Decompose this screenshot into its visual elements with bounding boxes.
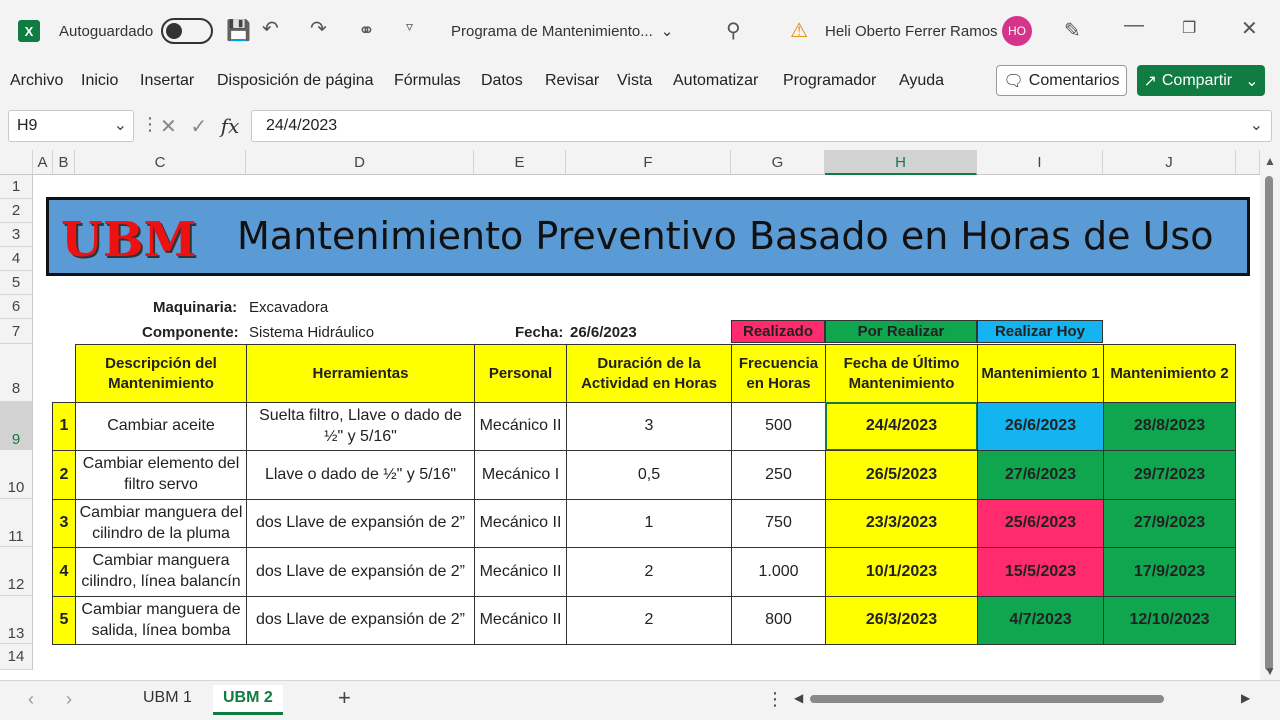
title-bar bbox=[0, 0, 1280, 62]
row-header[interactable]: 7 bbox=[0, 319, 33, 344]
restore-icon[interactable]: ❐ bbox=[1182, 20, 1197, 37]
task-frequency[interactable]: 750 bbox=[731, 499, 826, 548]
header-maintenance-2[interactable]: Mantenimiento 2 bbox=[1103, 344, 1236, 403]
scroll-up-icon[interactable]: ▲ bbox=[1264, 154, 1276, 168]
save-icon[interactable]: 💾 bbox=[226, 20, 251, 42]
task-description[interactable]: Cambiar manguera de salida, línea bomba bbox=[75, 596, 247, 645]
sheet-title: Mantenimiento Preventivo Basado en Horas de Uso bbox=[237, 214, 1214, 258]
header-duration[interactable]: Duración de la Actividad en Horas bbox=[566, 344, 732, 403]
scroll-right-icon[interactable]: ▶ bbox=[1241, 691, 1251, 705]
row-header[interactable]: 2 bbox=[0, 199, 33, 223]
menu-programador[interactable]: Programador bbox=[783, 72, 877, 89]
task-staff[interactable]: Mecánico II bbox=[474, 596, 567, 645]
task-duration[interactable]: 0,5 bbox=[566, 450, 732, 500]
row-header[interactable]: 4 bbox=[0, 247, 33, 271]
task-tools[interactable]: dos Llave de expansión de 2” bbox=[246, 499, 475, 548]
row-header[interactable]: 14 bbox=[0, 644, 33, 670]
col-header-a[interactable]: A bbox=[33, 150, 53, 175]
task-maintenance-1[interactable]: 4/7/2023 bbox=[977, 596, 1104, 645]
scroll-left-icon[interactable]: ◀ bbox=[794, 691, 804, 705]
machinery-label: Maquinaria: bbox=[153, 299, 238, 316]
col-header-e[interactable]: E bbox=[474, 150, 566, 175]
task-duration[interactable]: 3 bbox=[566, 402, 732, 451]
task-staff[interactable]: Mecánico II bbox=[474, 402, 567, 451]
task-maintenance-1[interactable]: 25/6/2023 bbox=[977, 499, 1104, 548]
task-frequency[interactable]: 1.000 bbox=[731, 547, 826, 597]
ribbon-tabs bbox=[0, 62, 1280, 102]
component-value[interactable]: Sistema Hidráulico bbox=[249, 324, 375, 341]
formula-input[interactable]: 24/4/2023 ⌄ bbox=[251, 110, 1272, 142]
row-header[interactable]: 11 bbox=[0, 499, 33, 547]
header-tools[interactable]: Herramientas bbox=[246, 344, 475, 403]
col-header-c[interactable]: C bbox=[75, 150, 246, 175]
task-maintenance-1[interactable]: 27/6/2023 bbox=[977, 450, 1104, 500]
user-name[interactable]: Heli Oberto Ferrer Ramos bbox=[825, 22, 998, 40]
menu-datos[interactable]: Datos bbox=[481, 72, 523, 89]
row-header[interactable]: 13 bbox=[0, 596, 33, 644]
row-header[interactable]: 5 bbox=[0, 271, 33, 295]
touch-mode-icon[interactable]: ⚭ bbox=[358, 20, 375, 42]
task-number[interactable]: 3 bbox=[52, 499, 76, 548]
task-tools[interactable]: dos Llave de expansión de 2” bbox=[246, 596, 475, 645]
select-all-corner[interactable] bbox=[0, 150, 33, 175]
row-header[interactable]: 3 bbox=[0, 223, 33, 247]
fx-icon[interactable]: fx bbox=[220, 114, 240, 138]
tab-ubm-1[interactable]: UBM 1 bbox=[143, 689, 192, 706]
header-maintenance-1[interactable]: Mantenimiento 1 bbox=[977, 344, 1104, 403]
col-header-i[interactable]: I bbox=[977, 150, 1103, 175]
more-options-icon[interactable]: ⋮ bbox=[141, 114, 159, 134]
task-staff[interactable]: Mecánico II bbox=[474, 499, 567, 548]
task-maintenance-2[interactable]: 28/8/2023 bbox=[1103, 402, 1236, 451]
task-maintenance-1[interactable]: 15/5/2023 bbox=[977, 547, 1104, 597]
comment-icon: 🗨 bbox=[1003, 72, 1024, 90]
task-number[interactable]: 2 bbox=[52, 450, 76, 500]
task-last-date[interactable]: 26/3/2023 bbox=[825, 596, 978, 645]
prev-sheet-icon[interactable]: ‹ bbox=[28, 689, 34, 709]
legend-por-realizar[interactable]: Por Realizar bbox=[825, 320, 977, 343]
task-staff[interactable]: Mecánico I bbox=[474, 450, 567, 500]
task-duration[interactable]: 1 bbox=[566, 499, 732, 548]
sheet-banner bbox=[46, 197, 1250, 276]
document-title[interactable]: Programa de Mantenimiento... ⌄ bbox=[451, 22, 674, 40]
task-description[interactable]: Cambiar elemento del filtro servo bbox=[75, 450, 247, 500]
menu-archivo[interactable]: Archivo bbox=[10, 72, 64, 89]
date-value[interactable]: 26/6/2023 bbox=[570, 324, 637, 341]
task-tools[interactable]: Suelta filtro, Llave o dado de ½" y 5/16" bbox=[246, 402, 475, 451]
header-frequency[interactable]: Frecuencia en Horas bbox=[731, 344, 826, 403]
task-maintenance-2[interactable]: 17/9/2023 bbox=[1103, 547, 1236, 597]
add-sheet-icon[interactable]: + bbox=[338, 685, 351, 710]
row-header[interactable]: 12 bbox=[0, 547, 33, 596]
task-duration[interactable]: 2 bbox=[566, 596, 732, 645]
legend-realizar-hoy[interactable]: Realizar Hoy bbox=[977, 320, 1103, 343]
task-tools[interactable]: dos Llave de expansión de 2” bbox=[246, 547, 475, 597]
row-header[interactable]: 1 bbox=[0, 175, 33, 199]
tab-ubm-2[interactable]: UBM 2 bbox=[213, 685, 283, 715]
search-icon[interactable]: ⚲ bbox=[726, 20, 741, 42]
share-button[interactable]: ↗ Compartir ⌄ bbox=[1137, 65, 1265, 96]
machinery-value[interactable]: Excavadora bbox=[249, 299, 329, 316]
task-last-date[interactable]: 26/5/2023 bbox=[825, 450, 978, 500]
task-last-date[interactable]: 23/3/2023 bbox=[825, 499, 978, 548]
menu-revisar[interactable]: Revisar bbox=[545, 72, 600, 89]
header-last-date[interactable]: Fecha de Último Mantenimiento bbox=[825, 344, 978, 403]
task-number[interactable]: 4 bbox=[52, 547, 76, 597]
header-description[interactable]: Descripción del Mantenimiento bbox=[75, 344, 247, 403]
menu-disposicion[interactable]: Disposición de página bbox=[217, 72, 374, 89]
undo-icon[interactable]: ↶ bbox=[262, 18, 279, 40]
minimize-icon[interactable]: — bbox=[1124, 14, 1144, 36]
task-frequency[interactable]: 500 bbox=[731, 402, 826, 451]
expand-formula-icon[interactable]: ⌄ bbox=[1249, 117, 1263, 134]
more-sheets-icon[interactable]: ⋮ bbox=[766, 689, 784, 709]
next-sheet-icon[interactable]: › bbox=[66, 689, 72, 709]
vertical-scrollbar[interactable] bbox=[1260, 150, 1280, 680]
formula-bar bbox=[0, 106, 1280, 146]
row-header[interactable]: 10 bbox=[0, 450, 33, 499]
scroll-down-icon[interactable]: ▼ bbox=[1264, 664, 1276, 678]
customize-toolbar-icon[interactable]: ▿ bbox=[406, 18, 414, 34]
col-header-extra bbox=[1236, 150, 1260, 175]
cancel-icon[interactable]: ✕ bbox=[160, 116, 177, 138]
menu-insertar[interactable]: Insertar bbox=[140, 72, 195, 89]
chevron-down-icon[interactable]: ⌄ bbox=[113, 117, 127, 134]
row-header[interactable]: 9 bbox=[0, 402, 33, 450]
task-frequency[interactable]: 800 bbox=[731, 596, 826, 645]
comments-button[interactable]: 🗨 Comentarios bbox=[996, 65, 1127, 96]
menu-vista[interactable]: Vista bbox=[617, 72, 653, 89]
ubm-logo: UBM bbox=[61, 212, 197, 268]
col-header-d[interactable]: D bbox=[246, 150, 474, 175]
excel-logo-icon: X bbox=[18, 20, 40, 42]
menu-ayuda[interactable]: Ayuda bbox=[899, 72, 945, 89]
formula-icons bbox=[160, 114, 239, 139]
task-staff[interactable]: Mecánico II bbox=[474, 547, 567, 597]
chevron-down-icon[interactable]: ⌄ bbox=[1245, 72, 1259, 90]
task-maintenance-2[interactable]: 29/7/2023 bbox=[1103, 450, 1236, 500]
row-header[interactable]: 6 bbox=[0, 295, 33, 319]
col-header-h[interactable]: H bbox=[825, 150, 977, 175]
component-label: Componente: bbox=[142, 324, 239, 341]
horizontal-scrollbar[interactable] bbox=[800, 691, 1251, 706]
share-icon: ↗ bbox=[1143, 72, 1157, 90]
close-icon[interactable]: ✕ bbox=[1241, 18, 1258, 40]
col-header-b[interactable]: B bbox=[53, 150, 75, 175]
task-maintenance-2[interactable]: 12/10/2023 bbox=[1103, 596, 1236, 645]
col-header-j[interactable]: J bbox=[1103, 150, 1236, 175]
warning-icon[interactable]: ⚠ bbox=[790, 20, 808, 42]
spreadsheet-grid[interactable] bbox=[0, 150, 1280, 680]
task-description[interactable]: Cambiar aceite bbox=[75, 402, 247, 451]
task-last-date[interactable]: 24/4/2023 bbox=[825, 402, 978, 451]
menu-inicio[interactable]: Inicio bbox=[81, 72, 119, 89]
header-staff[interactable]: Personal bbox=[474, 344, 567, 403]
redo-icon[interactable]: ↷ bbox=[310, 18, 327, 40]
date-label: Fecha: bbox=[515, 324, 564, 341]
autosave-label: Autoguardado bbox=[59, 22, 154, 40]
task-maintenance-2[interactable]: 27/9/2023 bbox=[1103, 499, 1236, 548]
pen-icon[interactable]: ✎ bbox=[1064, 20, 1081, 42]
menu-formulas[interactable]: Fórmulas bbox=[394, 72, 461, 89]
task-description[interactable]: Cambiar manguera del cilindro de la pluma bbox=[75, 499, 247, 548]
task-tools[interactable]: Llave o dado de ½" y 5/16" bbox=[246, 450, 475, 500]
autosave-toggle[interactable] bbox=[161, 18, 213, 44]
confirm-icon[interactable]: ✓ bbox=[190, 116, 208, 138]
vertical-scroll-thumb[interactable] bbox=[1265, 176, 1273, 671]
task-number[interactable]: 5 bbox=[52, 596, 76, 645]
task-duration[interactable]: 2 bbox=[566, 547, 732, 597]
col-header-g[interactable]: G bbox=[731, 150, 825, 175]
task-number[interactable]: 1 bbox=[52, 402, 76, 451]
task-maintenance-1[interactable]: 26/6/2023 bbox=[977, 402, 1104, 451]
task-description[interactable]: Cambiar manguera cilindro, línea balancín bbox=[75, 547, 247, 597]
horizontal-scroll-thumb[interactable] bbox=[810, 695, 1164, 703]
task-frequency[interactable]: 250 bbox=[731, 450, 826, 500]
legend-realizado[interactable]: Realizado bbox=[731, 320, 825, 343]
row-header[interactable]: 8 bbox=[0, 344, 33, 402]
task-last-date[interactable]: 10/1/2023 bbox=[825, 547, 978, 597]
name-box[interactable]: H9 ⌄ bbox=[8, 110, 134, 142]
menu-automatizar[interactable]: Automatizar bbox=[673, 72, 759, 89]
col-header-f[interactable]: F bbox=[566, 150, 731, 175]
avatar[interactable]: HO bbox=[1002, 16, 1032, 46]
sheet-tabs-bar bbox=[0, 680, 1280, 720]
